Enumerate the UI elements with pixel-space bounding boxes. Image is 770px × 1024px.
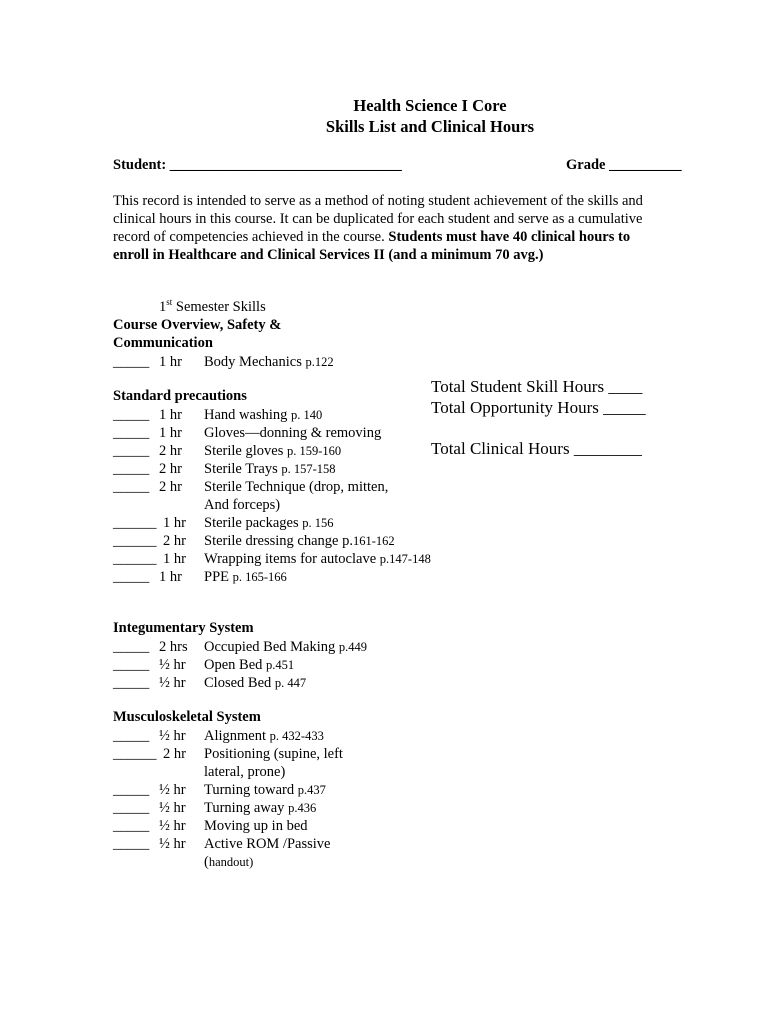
duration: ½ hr xyxy=(159,782,186,798)
total-opportunity-hours[interactable]: Total Opportunity Hours _____ xyxy=(431,398,646,417)
skill-name: Occupied Bed Making p.449 xyxy=(204,639,368,655)
duration: ½ hr xyxy=(159,657,186,673)
checkoff-blank[interactable]: _____ xyxy=(113,836,150,852)
skill-name: Sterile gloves p. 159-160 xyxy=(204,443,342,459)
skill-row xyxy=(0,532,770,550)
checkoff-blank[interactable]: _____ xyxy=(113,728,150,744)
skill-name: Gloves—donning & removing xyxy=(204,425,382,441)
skill-row xyxy=(0,727,770,745)
duration: ½ hr xyxy=(159,675,186,691)
checkoff-blank[interactable]: _____ xyxy=(113,425,150,441)
skill-row xyxy=(0,781,770,799)
checkoff-blank[interactable]: _____ xyxy=(113,675,150,691)
skill-row xyxy=(0,835,770,853)
page-ref: p. 432-433 xyxy=(269,729,324,743)
section-standard-precautions: Standard precautions xyxy=(113,388,247,404)
section-course-overview-line2: Communication xyxy=(113,335,213,351)
checkoff-blank[interactable]: _____ xyxy=(113,569,150,585)
duration: 2 hr xyxy=(159,461,182,477)
duration: 2 hr xyxy=(159,479,182,495)
page-ref: p.437 xyxy=(297,783,326,797)
skill-name: Moving up in bed xyxy=(204,818,308,834)
skill-name: Body Mechanics p.122 xyxy=(204,354,334,370)
checkoff-blank[interactable]: ______ xyxy=(113,515,157,531)
page-ref: p. 156 xyxy=(302,516,334,530)
intro-paragraph xyxy=(113,192,653,264)
checkoff-blank[interactable]: ______ xyxy=(113,746,157,762)
page-ref: p.451 xyxy=(266,658,295,672)
page-ref: p.449 xyxy=(338,640,368,654)
skill-name: Active ROM /Passive xyxy=(204,836,331,852)
skill-row xyxy=(0,424,770,442)
duration: ½ hr xyxy=(159,818,186,834)
duration: 1 hr xyxy=(159,425,182,441)
page-ref: p.122 xyxy=(305,355,334,369)
skill-name: Closed Bed p. 447 xyxy=(204,675,307,691)
page-ref: p.147-148 xyxy=(379,552,431,566)
page-ref: p. 165-166 xyxy=(232,570,287,584)
skill-row xyxy=(0,442,770,460)
duration: ½ hr xyxy=(159,728,186,744)
skill-name-continued: lateral, prone) xyxy=(204,764,286,780)
duration: 1 hr xyxy=(159,354,182,370)
skill-row xyxy=(0,478,770,496)
checkoff-blank[interactable]: _____ xyxy=(113,818,150,834)
skill-row xyxy=(0,514,770,532)
semester-ordinal: st xyxy=(166,297,173,308)
page-ref: p. 447 xyxy=(274,676,307,690)
skill-row xyxy=(0,799,770,817)
semester-label: Semester Skills xyxy=(172,299,266,315)
skill-name: Turning toward p.437 xyxy=(204,782,326,798)
checkoff-blank[interactable]: ______ xyxy=(113,533,157,549)
skill-name: Turning away p.436 xyxy=(204,800,317,816)
section-integumentary: Integumentary System xyxy=(113,620,254,636)
checkoff-blank[interactable]: _____ xyxy=(113,639,150,655)
skill-row xyxy=(0,550,770,568)
skill-name: Sterile dressing change p.161-162 xyxy=(204,533,395,549)
skill-name: PPE p. 165-166 xyxy=(204,569,287,585)
duration: 1 hr xyxy=(163,551,186,567)
intro-bold-text: Students must have 40 clinical hours to enroll in Healthcare and Clinical Services II (and a minimum 70 avg.) xyxy=(113,229,631,263)
skill-row xyxy=(0,817,770,835)
duration: 2 hr xyxy=(163,746,186,762)
skill-name: Open Bed p.451 xyxy=(204,657,295,673)
skill-row xyxy=(0,638,770,656)
semester-number: 1 xyxy=(159,299,167,315)
skill-row-continuation xyxy=(0,496,770,514)
duration: 2 hrs xyxy=(159,639,188,655)
checkoff-blank[interactable]: _____ xyxy=(113,354,150,370)
intro-text: This record is intended to serve as a method of noting student achievement of the skills and clinical hours in this course. It can be duplicated for each student and serve as a cumulative record of competencies achieved in the course. xyxy=(113,193,643,245)
skill-row xyxy=(0,745,770,763)
checkoff-blank[interactable]: ______ xyxy=(113,551,157,567)
skill-name: Wrapping items for autoclave p.147-148 xyxy=(204,551,431,567)
skill-name: Sterile Trays p. 157-158 xyxy=(204,461,336,477)
skill-name: Sterile Technique (drop, mitten, xyxy=(204,479,389,495)
section-musculoskeletal: Musculoskeletal System xyxy=(113,709,261,725)
checkoff-blank[interactable]: _____ xyxy=(113,443,150,459)
skill-row xyxy=(0,568,770,586)
duration: ½ hr xyxy=(159,800,186,816)
checkoff-blank[interactable]: _____ xyxy=(113,407,150,423)
duration: 1 hr xyxy=(159,407,182,423)
duration: 1 hr xyxy=(163,515,186,531)
checkoff-blank[interactable]: _____ xyxy=(113,782,150,798)
duration: 1 hr xyxy=(159,569,182,585)
semester-heading xyxy=(159,299,266,316)
skill-name: Positioning (supine, left xyxy=(204,746,343,762)
skill-row xyxy=(0,674,770,692)
checkoff-blank[interactable]: _____ xyxy=(113,461,150,477)
skill-name: Sterile packages p. 156 xyxy=(204,515,334,531)
skill-row xyxy=(0,460,770,478)
checkoff-blank[interactable]: _____ xyxy=(113,657,150,673)
total-student-skill-hours[interactable]: Total Student Skill Hours ____ xyxy=(431,377,643,396)
page-ref: 161-162 xyxy=(353,534,395,548)
checkoff-blank[interactable]: _____ xyxy=(113,800,150,816)
total-clinical-hours[interactable]: Total Clinical Hours ________ xyxy=(431,439,642,458)
title-line-2: Skills List and Clinical Hours xyxy=(325,117,535,136)
skill-row xyxy=(0,353,770,371)
page-ref: p. 159-160 xyxy=(286,444,342,458)
skill-row-continuation xyxy=(0,853,770,871)
page-ref: p. 140 xyxy=(291,408,323,422)
section-course-overview-line1: Course Overview, Safety & xyxy=(113,317,282,333)
checkoff-blank[interactable]: _____ xyxy=(113,479,150,495)
skill-row xyxy=(0,656,770,674)
page-ref: p.436 xyxy=(288,801,317,815)
skill-name: Hand washing p. 140 xyxy=(204,407,323,423)
grade-field[interactable]: Grade __________ xyxy=(566,157,682,173)
student-field[interactable]: Student: ________________________________ xyxy=(113,157,402,173)
skill-row-continuation xyxy=(0,763,770,781)
title-line-1: Health Science I Core xyxy=(353,96,507,115)
duration: 2 hr xyxy=(159,443,182,459)
duration: 2 hr xyxy=(163,533,186,549)
skill-name-continued: (handout) xyxy=(204,854,254,870)
page-ref: p. 157-158 xyxy=(281,462,336,476)
duration: ½ hr xyxy=(159,836,186,852)
skill-row xyxy=(0,406,770,424)
skill-name: Alignment p. 432-433 xyxy=(204,728,324,744)
skill-name-continued: And forceps) xyxy=(204,497,281,513)
